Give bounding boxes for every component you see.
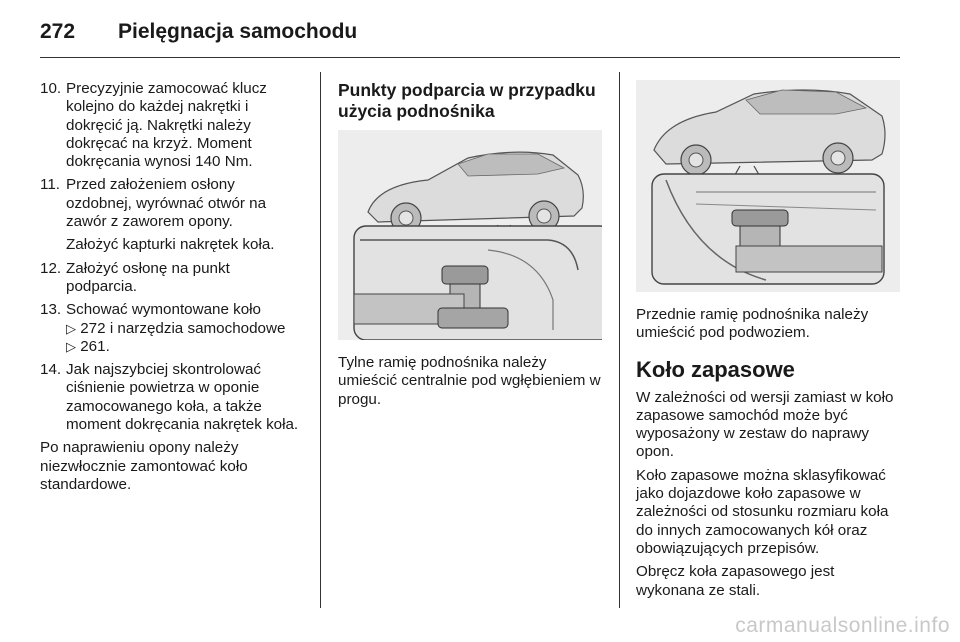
closing-paragraph: Po naprawieniu opony należy niezwłocznie zamontować koło standardowe. [40,439,248,493]
watermark: carmanualsonline.info [735,614,950,637]
page-reference-link[interactable]: 261 [80,337,106,355]
column-divider-right [619,72,620,608]
step-item [40,176,302,254]
page-number: 272 [40,20,76,43]
front-jack-point-illustration [636,80,900,292]
step-text: . [105,337,110,355]
paragraph: Koło zapasowe można sklasyfikować jako dojazdowe koło zapasowe w zależności od stosunku rozmiaru koła do innych zamocowanych kół oraz obowiązujących przepisów. [636,466,889,557]
spare-wheel-heading: Koło zapasowe [636,356,795,382]
step-text: Jak najszybciej skontrolować ciśnienie powietrza w oponie zamocowanego koła, a także moment dokręcania nakrętek koła. [66,361,299,434]
step-text: Precyzyjnie zamocować klucz kolejno do każdej nakrętki i dokręcić ją. Nakrętki należy dokręcać na krzyż. Moment dokręcania wynosi 140 Nm. [66,80,267,171]
step-text: Założyć osłonę na punkt podparcia. [66,259,230,295]
page-reference-link[interactable]: 272 [80,319,106,337]
car-jack-front-image [636,80,900,292]
car-jack-rear-image [338,130,602,340]
step-subtext: Założyć kapturki nakrętek koła. [66,236,275,254]
step-item [40,80,302,171]
step-text: Przed założeniem osłony ozdobnej, wyrównać otwór na zawór z zaworem opony. [66,176,267,231]
rear-jack-point-illustration [338,130,602,340]
step-item [40,260,302,297]
step-number: 11. [40,176,60,194]
step-number: 14. [40,361,62,379]
figure-caption: Przednie ramię podnośnika należy umieścić pod podwoziem. [636,306,869,342]
step-number: 12. [40,259,62,277]
steps-list [40,80,302,434]
page-title: Pielęgnacja samochodu [118,20,358,43]
paragraph: Obręcz koła zapasowego jest wykonana ze stali. [636,563,835,599]
step-text: i narzędzia samochodowe [109,319,286,337]
column-middle [338,80,604,414]
column-divider-left [320,72,321,608]
paragraph: W zależności od wersji zamiast w koło zapasowe samochód może być wyposażony w zestaw do naprawy opon. [636,388,894,461]
arrow-right-icon: ▷ [66,338,76,354]
figure-caption: Tylne ramię podnośnika należy umieścić centralnie pod wgłębieniem w progu. [338,354,601,408]
step-item [40,361,302,434]
arrow-right-icon: ▷ [66,320,76,336]
column-right [636,80,902,605]
page-header [40,12,900,52]
step-number: 13. [40,301,62,319]
header-divider [40,57,900,58]
section-heading: Punkty podparcia w przypadku użycia podnośnika [338,80,596,121]
step-text: Schować wymontowane koło [66,301,262,319]
step-item [40,301,302,356]
column-left [40,80,302,499]
step-number: 10. [40,80,62,97]
